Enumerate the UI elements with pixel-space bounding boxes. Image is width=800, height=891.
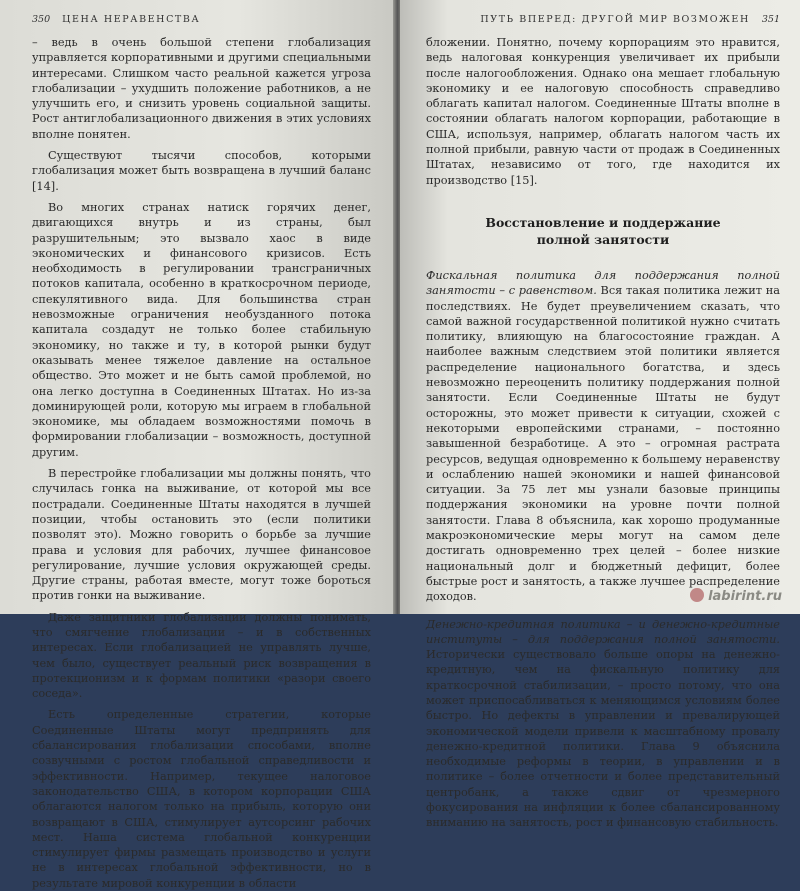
left-paragraph-6: Есть определенные стратегии, которые Соединенные Штаты могут предпринять для сбалансирования глобализации способами, вполне созвучными с ростом глобальной справедливости и эффективности. Например, текущее налоговое законодательство США, в котором корпорации США облагаются налогом только на прибыль, которую они возвращают в США, стимулирует аутсорсинг рабочих мест. Наша система глобальной конкуренции стимулирует фирмы размещать производство и услуги не в интересах глобальной эффективности, но в результате мировой конкуренции в области <box>32 708 371 890</box>
right-paragraph-2 <box>426 268 780 605</box>
section-heading <box>426 214 780 248</box>
paragraph-3-body: Исторически существовало больше опоры на денежно-кредитную, чем на фискальную политику для краткосрочной стабилизации, – просто потому, что она может приспосабливаться к меняющимся условиям более быстро. Но дефекты в управлении и превалирующей экономической модели привели к масштабному провалу денежно-кредитной политики. Глава 9 объяснила необходимые реформы в теории, в управлении и в политике – более отчетности и более представительный центробанк, а также сдвиг от чрезмерного фокусирования на инфляции к более сбалансированному вниманию на занятость, рост и финансовую стабильность. <box>426 648 780 830</box>
left-page-number: 350 <box>32 14 51 25</box>
left-paragraph-2: Существуют тысячи способов, которыми глобализация может быть возвращена в лучший баланс [14]. <box>32 149 371 193</box>
section-heading-line-2: полной занятости <box>536 231 670 247</box>
right-running-header <box>426 14 780 25</box>
left-running-head: ЦЕНА НЕРАВЕНСТВА <box>62 14 201 25</box>
left-paragraph-3: Во многих странах натиск горячих денег, двигающихся внутрь и из страны, был разрушительным; это вызвало хаос в виде экономических и финансового кризисов. Есть необходимость в регулировании трансграничных потоков капитала, особенно в краткосрочном периоде, спекулятивного вида. Для большинства стран невозможные ограничения необузданного потока капитала создадут не только более стабильную экономику, но также и ту, в которой рынки будут оказывать менее тяжелое давление на остальное общество. Это может и не быть самой проблемой, но она легко доступна в Соединенных Штатах. Но из-за доминирующей роли, которую мы играем в глобальной экономике, мы обладаем возможностями помочь в формировании глобализации – возможность, доступной другим. <box>32 200 371 459</box>
left-paragraph-5: Даже защитники глобализации должны понимать, что смягчение глобализации – и в собственных интересах. Если глобализацией не управлять лучше, чем было, существует реальный риск возвращения в протекционизм и к формам политики «разори своего соседа». <box>32 610 371 701</box>
right-paragraph-1: бложении. Понятно, почему корпорациям это нравится, ведь налоговая конкуренция увеличивает их прибыли после налогообложения. Однако она мешает глобальную экономику и ее налоговую способность справедливо облагать капитал налогом. Соединенные Штаты вполне в состоянии облагать налогом корпорации, работающие в США, используя, например, облагать налогом часть их полной прибыли, равную части от продаж в Соединенных Штатах, независимо от того, где находится их производство [15]. <box>426 36 780 187</box>
right-page-number: 351 <box>761 14 780 25</box>
right-page <box>400 0 800 830</box>
watermark-text: labirint.ru <box>708 589 782 604</box>
left-paragraph-4: В перестройке глобализации мы должны понять, что случилась гонка на выживание, от которой мы все пострадали. Соединенные Штаты находятся в лучшей позиции, чтобы остановить это (если политики позволят это). Можно говорить о борьбе за лучшие права и условия для рабочих, лучшее финансовое регулирование, лучшие условия окружающей среды. Другие страны, работая вместе, могут тоже бороться против гонки на выживание. <box>32 467 371 603</box>
paragraph-2-body: Вся такая политика лежит на последствиях. Не будет преувеличением сказать, что самой важной государственной политикой нужно считать политику, влияющую на благосостояние граждан. А наиболее важным следствием этой политики является распределение национального богатства, и здесь невозможно переоценить политику поддержания полной занятости. Если Соединенные Штаты не будут осторожны, это может привести к ситуации, схожей с некоторыми европейскими странами, – постоянно завышенной безработице. А это – огромная растрата ресурсов, ведущая одновременно к большему неравенству и ослаблению нашей экономики и нашей финансовой ситуации. За 75 лет мы узнали базовые принципы поддержания экономики на уровне почти полной занятости. Глава 8 объяснила, как хорошо продуманные макроэкономические меры могут на самом деле достигать одновременно трех целей – более низкие национальный долг и бюджетный дефицит, более быстрые рост и занятость, а также лучшее распределение доходов. <box>426 284 780 604</box>
paragraph-3-lead: Денежно-кредитная политика – и денежно-кредитные институты – для поддержания полной занятости. <box>426 617 780 646</box>
watermark-mark-icon <box>690 588 704 602</box>
watermark-logo <box>690 588 782 604</box>
right-paragraph-3 <box>426 617 780 831</box>
left-running-header <box>32 14 371 25</box>
right-running-head: ПУТЬ ВПЕРЕД: ДРУГОЙ МИР ВОЗМОЖЕН <box>480 14 750 25</box>
paragraph-2-lead: Фискальная политика для поддержания полной занятости – с равенством. <box>426 268 780 298</box>
section-heading-line-1: Восстановление и поддержание <box>485 214 721 230</box>
left-page <box>0 0 395 890</box>
left-paragraph-1: – ведь в очень большой степени глобализация управляется корпоративными и другими специальными интересами. Слишком часто реальной кажется угроза глобализации – ухудшить положение работников, а не улучшить его, и снизить уровень социальной защиты. Рост антиглобализационного движения в этих условиях вполне понятен. <box>32 36 371 141</box>
